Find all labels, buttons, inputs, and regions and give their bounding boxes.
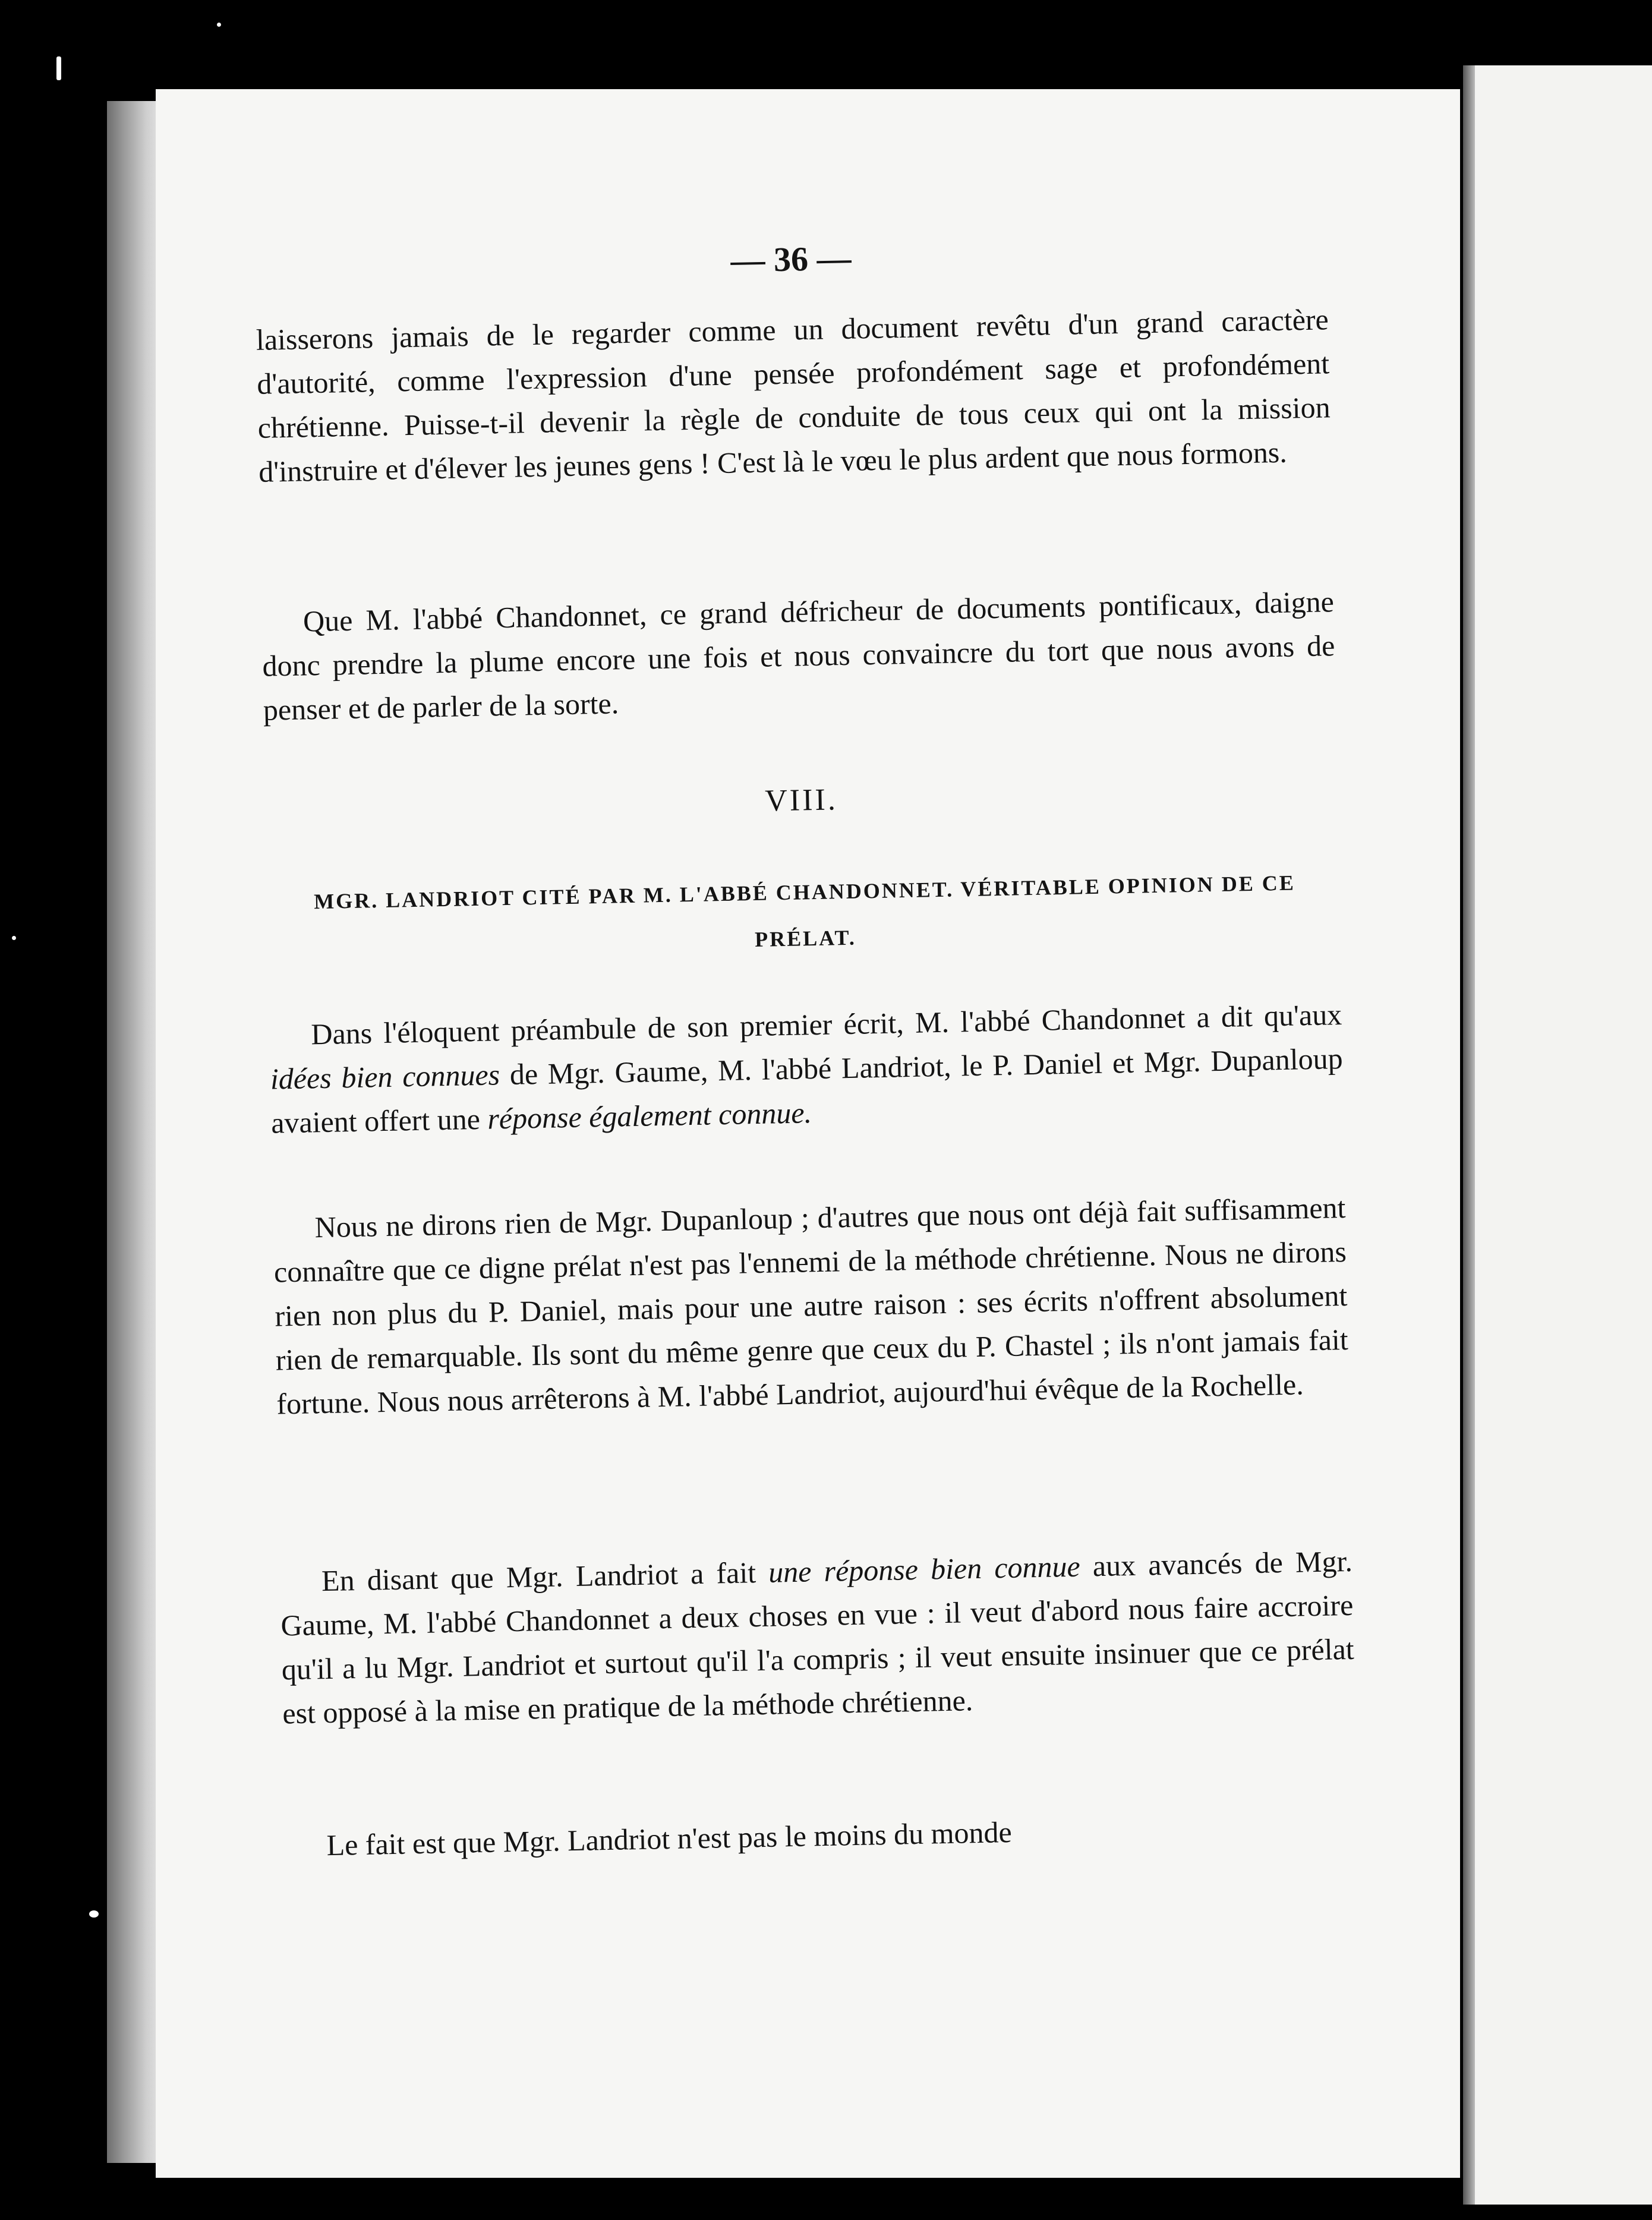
facing-page-gutter xyxy=(1463,65,1475,2205)
emphasis-reponse: réponse également connue. xyxy=(487,1096,812,1136)
emphasis-reponse-bien-connue: une réponse bien connue xyxy=(768,1549,1081,1589)
paragraph-landriot-text: En disant que Mgr. Landriot a fait xyxy=(321,1555,769,1598)
paragraph-chandonnet-challenge: Que M. l'abbé Chandonnet, ce grand défricheur de documents pontificaux, daigne donc prendre la plume encore une fois et nous convaincre du tort que nous avons de penser et de parler de la sorte. xyxy=(261,585,1335,727)
paragraph-preamble-text: de Mgr. Gaume, M. l'abbé Landriot, le P. Daniel et Mgr. Dupanloup avaient offert une xyxy=(270,1042,1344,1140)
paragraph-landriot xyxy=(279,1539,1355,1736)
paragraph-dupanloup: Nous ne dirons rien de Mgr. Dupanloup ; d'autres que nous ont déjà fait suffisamment connaître que ce digne prélat n'est pas l'ennemi de la méthode chrétienne. Nous ne dirons rien non plus du P. Daniel, mais pour une autre raison : ses écrits n'offrent absolument rien de remarquable. Ils sont du même genre que ceux du P. Chastel ; ils n'ont jamais fait fortune. Nous nous arrêterons à M. l'abbé Landriot, aujourd'hui évêque de la Rochelle. xyxy=(273,1190,1349,1421)
scan-speck xyxy=(217,23,221,27)
section-number: VIII. xyxy=(764,783,838,818)
paragraph-final-line: Le fait est que Mgr. Landriot n'est pas le moins du monde xyxy=(326,1815,1013,1862)
scan-speck xyxy=(12,936,16,940)
paragraph-preamble-text: Dans l'éloquent préambule de son premier écrit, M. l'abbé Chandonnet a dit qu'aux xyxy=(310,998,1342,1051)
scan-speck xyxy=(89,1910,99,1918)
facing-page xyxy=(1463,65,1652,2205)
paragraph-landriot-text: aux avancés de Mgr. Gaume, M. l'abbé Chandonnet a deux choses en vue : il veut d'abord nous faire accroire qu'il a lu Mgr. Landriot et surtout qu'il l'a compris ; il veut ensuite insinuer que ce prélat est opposé à la mise en pratique de la méthode chrétienne. xyxy=(280,1544,1355,1730)
paragraph-continuation: laisserons jamais de le regarder comme un document revêtu d'un grand caractère d'autorité, comme l'expression d'une pensée profondément sage et profondément chrétienne. Puisse-t-il devenir la règle de conduite de tous ceux qui ont la mission d'instruire et d'élever les jeunes gens ! C'est là le vœu le plus ardent que nous formons. xyxy=(256,302,1331,488)
page-number: — 36 — xyxy=(730,238,852,280)
emphasis-idees: idées bien connues xyxy=(270,1058,500,1096)
paragraph-preamble xyxy=(269,992,1344,1145)
page-edge xyxy=(107,101,163,2163)
scan-speck xyxy=(56,56,61,80)
section-heading: MGR. LANDRIOT CITÉ PAR M. L'ABBÉ CHANDONNET. VÉRITABLE OPINION DE CE PRÉLAT. xyxy=(313,871,1296,951)
